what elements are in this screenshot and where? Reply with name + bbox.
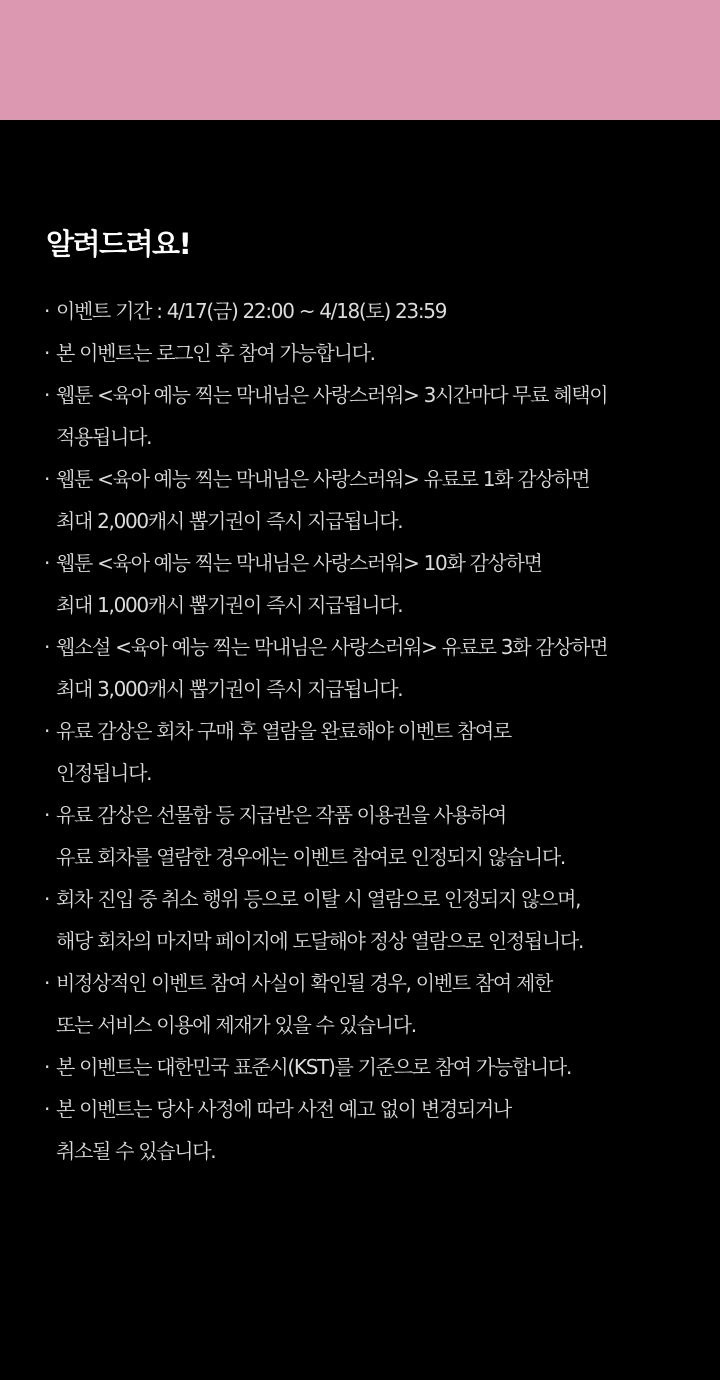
notice-item-text: 본 이벤트는 당사 사정에 따라 사전 예고 없이 변경되거나 취소될 수 있습니다. <box>56 1097 511 1163</box>
notice-item <box>44 1088 684 1172</box>
notice-item-text: 웹툰 <육아 예능 찍는 막내님은 사랑스러워> 유료로 1화 감상하면 최대 2,000캐시 뽑기권이 즉시 지급됩니다. <box>56 467 590 533</box>
bullet-dot: · <box>44 635 50 659</box>
notice-item-text: 웹소설 <육아 예능 찍는 막내님은 사랑스러워> 유료로 3화 감상하면 최대 3,000캐시 뽑기권이 즉시 지급됩니다. <box>56 635 608 701</box>
bullet-dot: · <box>44 719 50 743</box>
notice-item <box>44 710 684 794</box>
notice-item-text: 유료 감상은 선물함 등 지급받은 작품 이용권을 사용하여 유료 회차를 열람한 경우에는 이벤트 참여로 인정되지 않습니다. <box>56 803 565 869</box>
bullet-dot: · <box>44 971 50 995</box>
notice-item <box>44 794 684 878</box>
notice-item <box>44 542 684 626</box>
bullet-dot: · <box>44 551 50 575</box>
notice-item-text: 비정상적인 이벤트 참여 사실이 확인될 경우, 이벤트 참여 제한 또는 서비스 이용에 제재가 있을 수 있습니다. <box>56 971 553 1037</box>
notice-item-text: 유료 감상은 회차 구매 후 열람을 완료해야 이벤트 참여로 인정됩니다. <box>56 719 511 785</box>
notice-item <box>44 878 684 962</box>
bullet-dot: · <box>44 383 50 407</box>
notice-item <box>44 374 684 458</box>
notice-item <box>44 962 684 1046</box>
notice-section <box>0 120 720 1380</box>
bullet-dot: · <box>44 299 50 323</box>
bullet-dot: · <box>44 467 50 491</box>
notice-item <box>44 1046 684 1088</box>
notice-item-text: 웹툰 <육아 예능 찍는 막내님은 사랑스러워> 10화 감상하면 최대 1,000캐시 뽑기권이 즉시 지급됩니다. <box>56 551 542 617</box>
notice-list <box>44 290 684 1172</box>
notice-item <box>44 458 684 542</box>
bullet-dot: · <box>44 1097 50 1121</box>
bullet-dot: · <box>44 1055 50 1079</box>
notice-item-text: 이벤트 기간 : 4/17(금) 22:00 ~ 4/18(토) 23:59 <box>56 299 447 323</box>
header-banner <box>0 0 720 120</box>
notice-item <box>44 332 684 374</box>
notice-item-text: 웹툰 <육아 예능 찍는 막내님은 사랑스러워> 3시간마다 무료 혜택이 적용됩니다. <box>56 383 608 449</box>
bullet-dot: · <box>44 803 50 827</box>
notice-item-text: 회차 진입 중 취소 행위 등으로 이탈 시 열람으로 인정되지 않으며, 해당 회차의 마지막 페이지에 도달해야 정상 열람으로 인정됩니다. <box>56 887 583 953</box>
notice-item <box>44 290 684 332</box>
notice-item <box>44 626 684 710</box>
bullet-dot: · <box>44 341 50 365</box>
notice-item-text: 본 이벤트는 로그인 후 참여 가능합니다. <box>56 341 375 365</box>
notice-title: 알려드려요! <box>46 227 191 261</box>
bullet-dot: · <box>44 887 50 911</box>
notice-item-text: 본 이벤트는 대한민국 표준시(KST)를 기준으로 참여 가능합니다. <box>56 1055 572 1079</box>
